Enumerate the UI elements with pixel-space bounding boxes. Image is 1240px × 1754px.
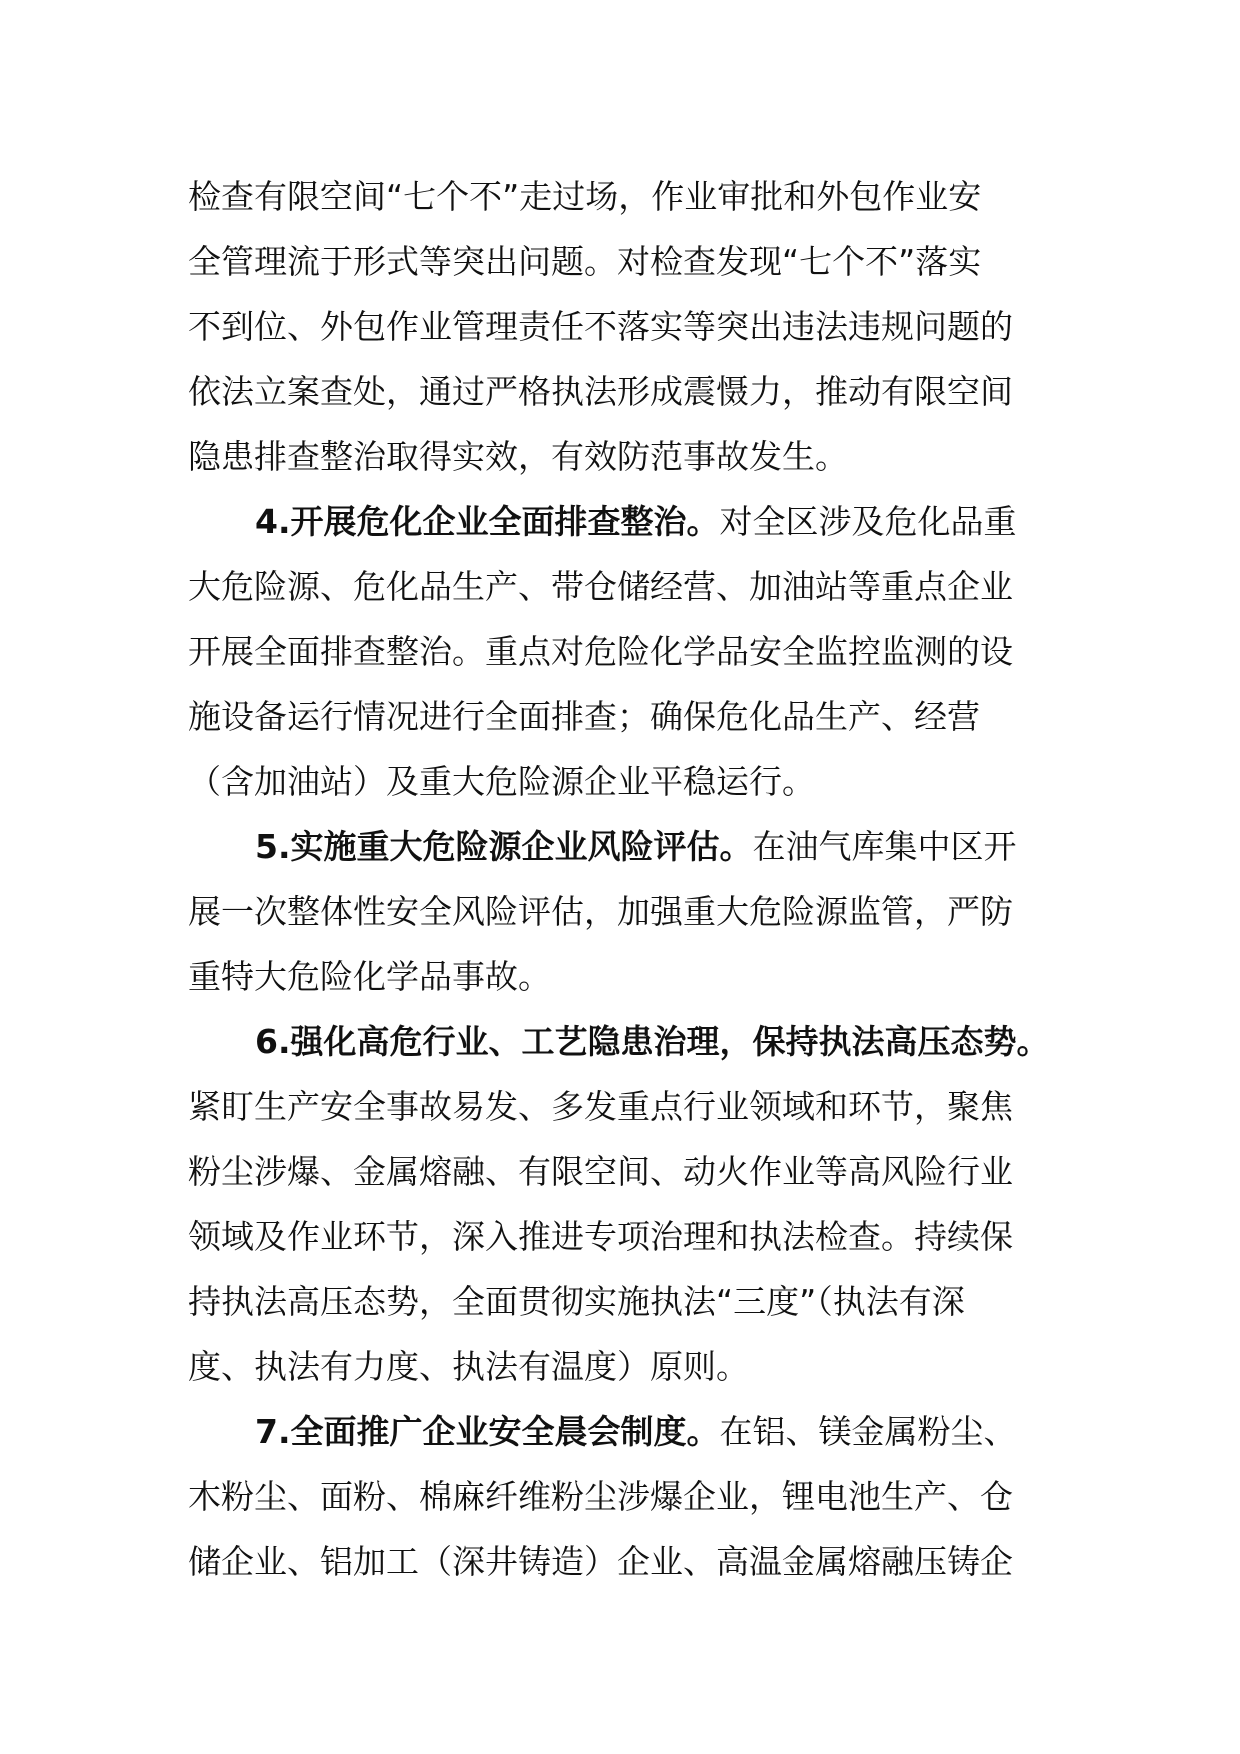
line: 检查有限空间“七个不”走过场，作业审批和外包作业安 xyxy=(188,177,982,216)
line: 隐患排查整治取得实效，有效防范事故发生。 xyxy=(188,437,848,476)
item-7-heading: 7.全面推广企业安全晨会制度。 xyxy=(255,1412,720,1451)
line: 施设备运行情况进行全面排查；确保危化品生产、经营 xyxy=(188,697,980,736)
item-5-heading: 5.实施重大危险源企业风险评估。 xyxy=(255,827,753,866)
item-6-heading: 6.强化高危行业、工艺隐患治理，保持执法高压态势。 xyxy=(255,1022,1050,1061)
line: 依法立案查处，通过严格执法形成震慑力，推动有限空间 xyxy=(188,372,1013,411)
line: 不到位、外包作业管理责任不落实等突出违法违规问题的 xyxy=(188,307,1013,346)
item-5-first-line xyxy=(188,814,1052,879)
line: 度、执法有力度、执法有温度）原则。 xyxy=(188,1347,749,1386)
line: 领域及作业环节，深入推进专项治理和执法检查。持续保 xyxy=(188,1217,1013,1256)
line: 持执法高压态势，全面贯彻实施执法“三度”（执法有深 xyxy=(188,1282,965,1321)
item-5-text: 在油气库集中区开 xyxy=(752,827,1017,866)
document-page xyxy=(188,164,1052,1594)
line: 展一次整体性安全风险评估，加强重大危险源监管，严防 xyxy=(188,892,1013,931)
item-4-heading: 4.开展危化企业全面排查整治。 xyxy=(255,502,720,541)
item-4-first-line xyxy=(188,489,1052,554)
line: 紧盯生产安全事故易发、多发重点行业领域和环节，聚焦 xyxy=(188,1087,1013,1126)
item-6-first-line xyxy=(188,1009,1052,1074)
line: 重特大危险化学品事故。 xyxy=(188,957,551,996)
item-7-text: 在铝、镁金属粉尘、 xyxy=(719,1412,1017,1451)
item-7-first-line xyxy=(188,1399,1052,1464)
line: 粉尘涉爆、金属熔融、有限空间、动火作业等高风险行业 xyxy=(188,1152,1013,1191)
line: 木粉尘、面粉、棉麻纤维粉尘涉爆企业，锂电池生产、仓 xyxy=(188,1477,1013,1516)
item-4-text: 对全区涉及危化品重 xyxy=(719,502,1017,541)
line: 开展全面排查整治。重点对危险化学品安全监控监测的设 xyxy=(188,632,1013,671)
line: （含加油站）及重大危险源企业平稳运行。 xyxy=(188,762,815,801)
line: 储企业、铝加工（深井铸造）企业、高温金属熔融压铸企 xyxy=(188,1542,1013,1581)
line: 全管理流于形式等突出问题。对检查发现“七个不”落实 xyxy=(188,242,982,281)
line: 大危险源、危化品生产、带仓储经营、加油站等重点企业 xyxy=(188,567,1013,606)
